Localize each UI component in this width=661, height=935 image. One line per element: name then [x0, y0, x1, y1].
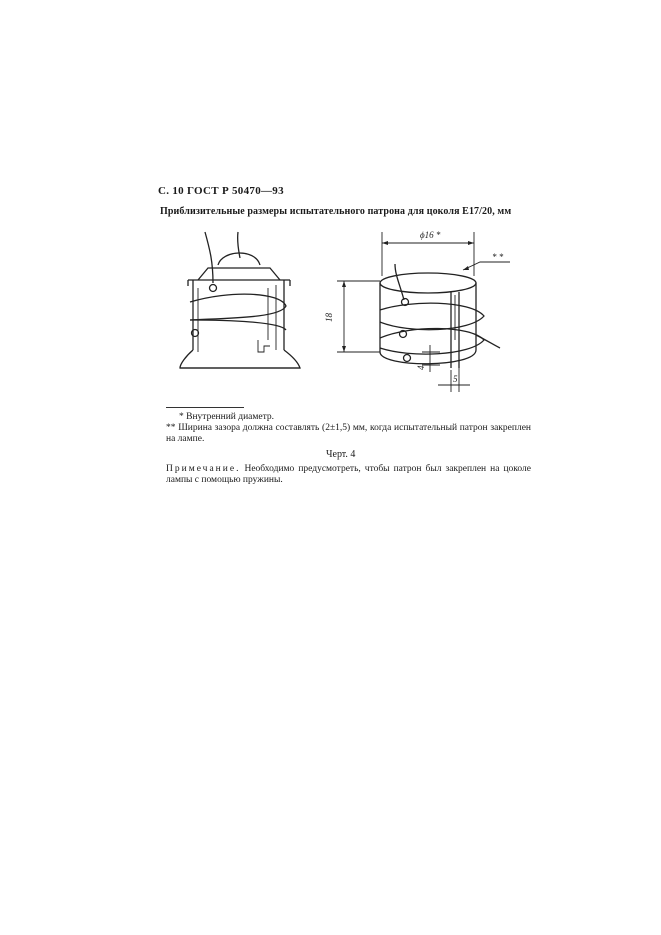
small-dim-right-label: 5 — [453, 374, 458, 384]
figure-caption: Черт. 4 — [326, 449, 356, 460]
height-label: 18 — [324, 313, 334, 322]
page-header: С. 10 ГОСТ Р 50470—93 — [158, 185, 284, 197]
figure-title: Приблизительные размеры испытательного патрона для цоколя E17/20, мм — [160, 206, 512, 217]
small-dim-left-label: 4 — [416, 365, 426, 370]
note-label: Примечание. — [166, 464, 241, 474]
note-paragraph — [166, 464, 531, 486]
note-text: Необходимо предусмотреть, чтобы патрон был закреплен на цоколе лампы с помощью пружины. — [166, 464, 531, 485]
diameter-label: ϕ16 * — [420, 230, 441, 240]
footnote-2: ** Ширина зазора должна составлять (2±1,5) мм, когда испытательный патрон закреплен на лампе. — [166, 423, 531, 444]
footnote-1: * Внутренний диаметр. — [179, 412, 274, 422]
footnote-rule — [166, 407, 244, 408]
lamp-base-drawing — [180, 232, 300, 368]
gap-label: * * — [492, 252, 504, 262]
